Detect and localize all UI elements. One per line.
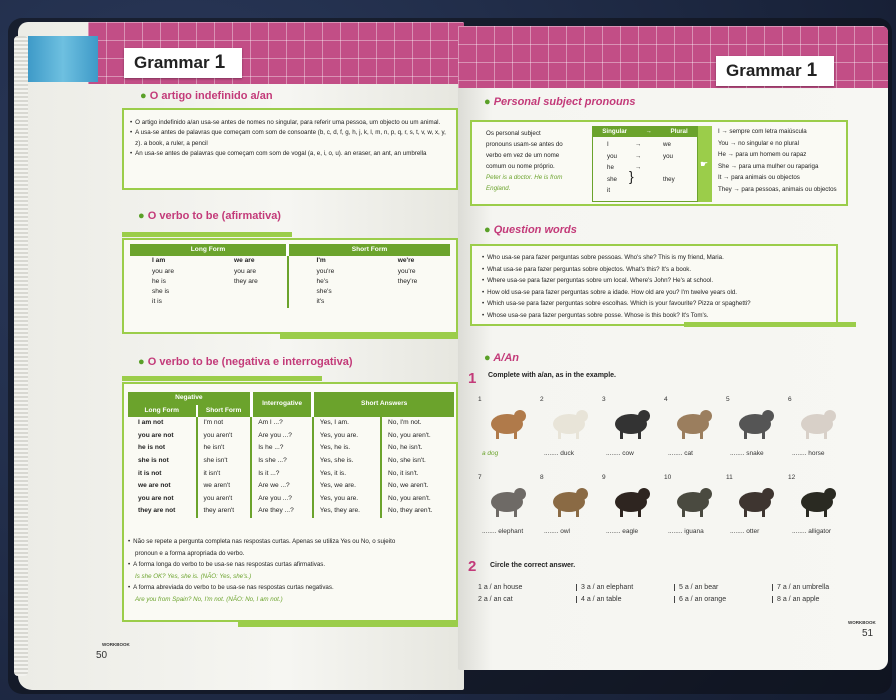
note-line: They → para pessoas, animais ou objectos [718, 185, 837, 193]
table-cell: you aren't [197, 430, 252, 443]
table-cell: it isn't [197, 468, 252, 481]
list-item: • A forma longa do verbo to be usa-se nas respostas curtas afirmativas. [128, 561, 326, 568]
animal-label: ........ otter [730, 528, 760, 535]
animal-label: ........ duck [544, 450, 574, 457]
short-form-header: Short Form [288, 244, 451, 256]
index-tabs [28, 36, 98, 82]
animal-number: 2 [540, 396, 544, 403]
pointer-hand-icon: ☛ [698, 126, 712, 202]
intro-line: verbo em vez de um nome [486, 152, 560, 159]
animal-label: ........ cat [668, 450, 693, 457]
example-text: Are you from Spain? No, I'm not. (NÃO: No, I am not.) [135, 595, 283, 603]
table-cell: he isn't [197, 442, 252, 455]
pronoun-chart: Singular → Plural I you he she it → → → } we you they [592, 126, 698, 202]
animal-number: 5 [726, 396, 730, 403]
animal-number: 9 [602, 474, 606, 481]
note-line: I → sempre com letra maiúscula [718, 128, 807, 135]
list-item: • Which usa-se para fazer perguntas sobre escolhas. Which is your favourite? Pizza or spaghetti? [482, 300, 751, 308]
note-line: He → para um homem ou rapaz [718, 151, 807, 158]
note-line: It → para animais ou objectos [718, 174, 800, 181]
pronoun-chart-header: Singular → Plural [593, 127, 697, 137]
cow-icon [608, 402, 654, 442]
table-cell: Yes, they are. [313, 505, 381, 518]
animal-label: ........ eagle [606, 528, 639, 535]
table-cell: Is it ...? [251, 468, 313, 481]
table-cell: No, I'm not. [381, 417, 454, 430]
list-item: • An usa-se antes de palavras que começam com som de vogal (a, e, i, o, u). an eraser, an ant, an umbrella [130, 149, 427, 157]
animal-label: ........ alligator [792, 528, 832, 535]
table-cell: No, he isn't. [381, 442, 454, 455]
table-cell: No, you aren't. [381, 493, 454, 506]
table-cell: you aren't [197, 493, 252, 506]
note-line: She → para uma mulher ou rapariga [718, 162, 819, 170]
animal-number: 6 [788, 396, 792, 403]
table-cell: Yes, you are. [313, 493, 381, 506]
exercise-number: 1 [468, 370, 477, 387]
animal-label: ........ iguana [668, 528, 704, 535]
choice-item[interactable]: 6 a / an orange [674, 596, 726, 603]
cat-icon [670, 402, 716, 442]
table-cell: Yes, I am. [313, 417, 381, 430]
animal-label: ........ cow [606, 450, 634, 457]
table-cell: they aren't [197, 505, 252, 518]
neg-long-header: Long Form [144, 406, 179, 414]
table-cell: she is not [138, 456, 169, 464]
green-rule [238, 622, 458, 627]
interrogative-header: Interrogative [251, 392, 313, 417]
section-title-article: ● O artigo indefinido a/an [140, 90, 273, 102]
table-row [128, 505, 454, 518]
list-item: • A usa-se antes de palavras que começam com som de consoante (b, c, d, f, g, h, j, k, l, m, n, p, q, r, s, t, v, w, x, y, z). a book, a ruler, a pencil [130, 129, 446, 147]
list-item: • A forma abreviada do verbo to be usa-se nas respostas curtas negativas. [128, 584, 334, 591]
animal-label: ........ snake [730, 450, 764, 457]
intro-line: comum ou nome próprio. [486, 163, 555, 170]
page-edges [14, 36, 28, 676]
unit-number: 1 [214, 52, 226, 73]
right-page [458, 26, 888, 670]
page-title: Grammar [134, 53, 210, 72]
list-item: • What usa-se para fazer perguntas sobre objectos. What's this? It's a book. [482, 265, 692, 273]
alligator-icon [794, 480, 840, 520]
page-number: 50 [96, 650, 108, 661]
animal-label: ........ owl [544, 528, 571, 535]
list-item: • Whose usa-se para fazer perguntas sobre posse. Whose is this book? It's Tom's. [482, 311, 709, 319]
duck-icon [546, 402, 592, 442]
table-cell: Is he ...? [251, 442, 313, 455]
elephant-icon [484, 480, 530, 520]
note-line: You → no singular e no plural [718, 139, 799, 147]
section-title-to-be-affirmative: ● O verbo to be (afirmativa) [138, 210, 281, 222]
choice-item[interactable]: 4 a / an table [576, 596, 621, 603]
table-cell: they are not [138, 507, 176, 515]
negative-table [128, 392, 454, 518]
choice-item[interactable]: 3 a / an elephant [576, 584, 633, 591]
choice-item[interactable]: 7 a / an umbrella [772, 584, 829, 591]
owl-icon [546, 480, 592, 520]
animal-label: ........ elephant [482, 528, 524, 535]
animal-label: a dog [482, 450, 499, 457]
table-cell: Am I ...? [251, 417, 313, 430]
table-row [128, 480, 454, 493]
table-cell: it is not [138, 469, 162, 477]
table-row [128, 417, 454, 430]
table-cell: we are not [138, 482, 171, 490]
short-answers-header: Short Answers [313, 392, 454, 417]
grammar-title-box [124, 48, 242, 78]
workbook-label: WORKBOOK [848, 620, 876, 625]
table-cell: No, they aren't. [381, 505, 454, 518]
green-rule [280, 334, 458, 339]
section-title-a-an: ● A/An [484, 352, 519, 364]
table-cell: Are we ...? [251, 480, 313, 493]
choice-item[interactable]: 5 a / an bear [674, 584, 718, 591]
table-cell: No, you aren't. [381, 430, 454, 443]
animal-number: 3 [602, 396, 606, 403]
list-item: • Não se repete a pergunta completa nas respostas curtas. Apenas se utiliza Yes ou No, o sujeito [128, 538, 396, 545]
table-cell: Are you ...? [251, 493, 313, 506]
note-text: pronoun e a forma apropriada do verbo. [135, 549, 245, 557]
green-rule [684, 322, 856, 327]
table-cell: I am not [138, 419, 164, 427]
table-cell: we aren't [197, 480, 252, 493]
intro-line: Os personal subject [486, 130, 541, 137]
animal-number: 8 [540, 474, 544, 481]
table-row [128, 493, 454, 506]
green-rule [122, 232, 292, 237]
long-form-header: Long Form [190, 246, 226, 253]
animal-label: ........ horse [792, 450, 825, 457]
table-cell: No, she isn't. [381, 455, 454, 468]
animal-number: 12 [788, 474, 796, 481]
section-title-to-be-negative: ● O verbo to be (negativa e interrogativa) [138, 356, 353, 368]
animal-number: 7 [478, 474, 482, 481]
table-cell: Yes, we are. [313, 480, 381, 493]
exercise-instruction: Complete with a/an, as in the example. [488, 372, 616, 379]
section-title-question-words: ● Question words [484, 224, 577, 236]
table-cell: I'm not [197, 417, 252, 430]
exercise-number: 2 [468, 558, 477, 575]
table-cell: No, we aren't. [381, 480, 454, 493]
list-item: • Who usa-se para fazer perguntas sobre pessoas. Who's she? This is my friend, Maria. [482, 254, 724, 261]
table-cell: Is she ...? [251, 455, 313, 468]
example-text: Peter is a doctor. He is from England. [486, 174, 563, 192]
list-item: • How old usa-se para fazer perguntas sobre a idade. How old are you? I'm twelve years old. [482, 288, 738, 296]
exercise-instruction: Circle the correct answer. [490, 562, 576, 569]
section-title-pronouns: ● Personal subject pronouns [484, 96, 636, 108]
snake-icon [732, 402, 778, 442]
horse-icon [794, 402, 840, 442]
animal-number: 11 [726, 474, 733, 481]
list-item: • O artigo indefinido a/an usa-se antes de nomes no singular, para referir uma pessoa, um objecto ou um animal. [130, 119, 441, 126]
table-row [128, 442, 454, 455]
unit-number: 1 [806, 60, 818, 81]
affirmative-table: Long Form Short Form I am we are I'm we're you are you are you're you're he is they are he's they're she is she's it is it's [130, 244, 450, 308]
article-box [122, 108, 458, 190]
page-number: 51 [862, 628, 874, 639]
neg-short-header: Short Form [197, 405, 252, 418]
table-cell: Are you ...? [251, 430, 313, 443]
example-text: Is she OK? Yes, she is. (NÃO: Yes, she's.) [135, 572, 252, 580]
table-cell: Yes, you are. [313, 430, 381, 443]
to-be-negative-box [122, 382, 458, 622]
dog-icon [484, 402, 530, 442]
question-words-box [470, 244, 838, 326]
green-rule [122, 376, 322, 381]
table-cell: Yes, it is. [313, 468, 381, 481]
eagle-icon [608, 480, 654, 520]
table-cell: No, it isn't. [381, 468, 454, 481]
intro-line: pronouns usam-se antes do [486, 141, 563, 148]
table-cell: Yes, he is. [313, 442, 381, 455]
page-title: Grammar [726, 61, 802, 80]
list-item: • Where usa-se para fazer perguntas sobre um local. Where's John? He's at school. [482, 277, 714, 285]
iguana-icon [670, 480, 716, 520]
choice-item[interactable]: 2 a / an cat [478, 596, 513, 603]
animal-number: 10 [664, 474, 672, 481]
table-row [128, 430, 454, 443]
workbook-label: WORKBOOK [102, 642, 130, 647]
choice-item[interactable]: 8 a / an apple [772, 596, 819, 603]
pronouns-box [470, 120, 848, 206]
to-be-affirmative-box [122, 238, 458, 334]
table-row [128, 455, 454, 468]
negative-header: Negative [175, 394, 203, 401]
left-page [18, 22, 464, 690]
table-cell: you are not [138, 494, 174, 502]
table-row [128, 468, 454, 481]
table-cell: Yes, she is. [313, 455, 381, 468]
grammar-title-box [716, 56, 834, 86]
table-cell: you are not [138, 431, 174, 439]
otter-icon [732, 480, 778, 520]
animal-number: 1 [478, 396, 482, 403]
choice-item[interactable]: 1 a / an house [478, 584, 523, 591]
table-cell: she isn't [197, 455, 252, 468]
table-cell: Are they ...? [251, 505, 313, 518]
animal-number: 4 [664, 396, 668, 403]
table-cell: he is not [138, 444, 166, 452]
